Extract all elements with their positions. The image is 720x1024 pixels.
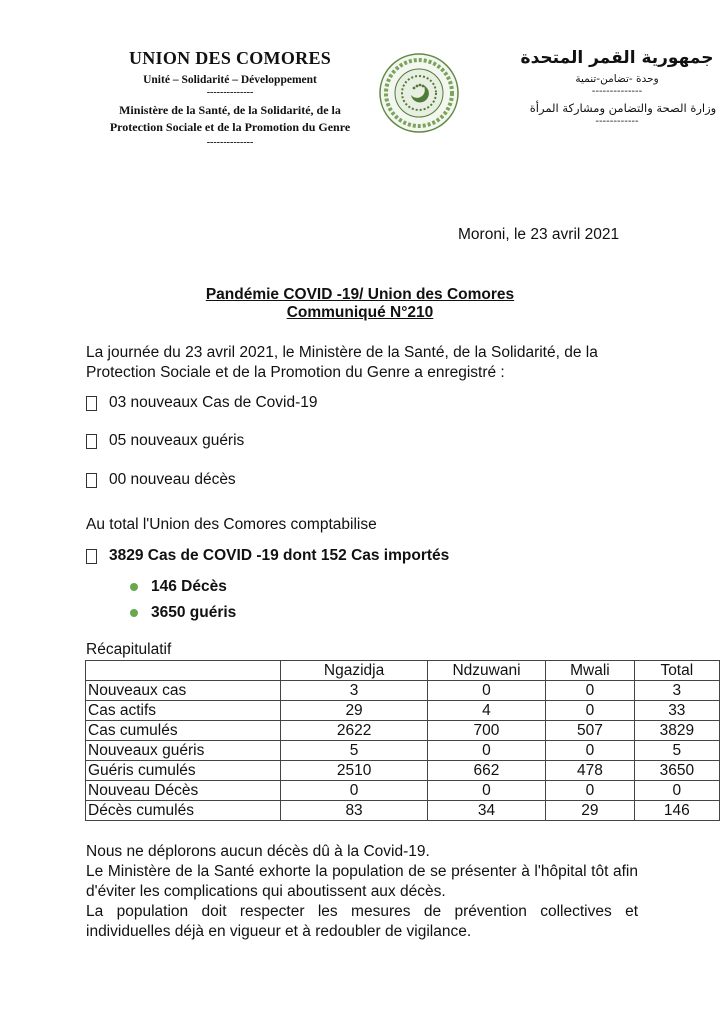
closing-line: La population doit respecter les mesures de prévention collectives et individuelles déjà en vigueur et à redoubler de vigilance. xyxy=(86,903,638,940)
country-name-ar: جمهورية القمر المتحدة xyxy=(520,48,714,68)
table-cell: 146 xyxy=(634,801,719,821)
motto-ar: وحدة -تضامن-تنمية xyxy=(575,73,659,85)
table-row xyxy=(86,801,720,821)
table-cell: 478 xyxy=(546,761,634,781)
table-header-cell: Ngazidja xyxy=(281,661,427,681)
daily-item-text: 05 nouveaux guéris xyxy=(109,432,245,449)
row-label: Cas actifs xyxy=(86,701,281,721)
table-cell: 0 xyxy=(427,681,545,701)
total-cases-item xyxy=(86,547,449,565)
table-cell: 33 xyxy=(634,701,719,721)
table-cell: 0 xyxy=(427,741,545,761)
daily-item xyxy=(86,471,236,489)
table-cell: 34 xyxy=(427,801,545,821)
table-cell: 0 xyxy=(281,781,427,801)
table-cell: 2510 xyxy=(281,761,427,781)
table-cell: 29 xyxy=(281,701,427,721)
table-cell: 507 xyxy=(546,721,634,741)
separator: -------------- xyxy=(206,137,254,148)
daily-item-text: 03 nouveaux Cas de Covid-19 xyxy=(109,394,318,411)
table-cell: 0 xyxy=(546,701,634,721)
table-cell: 3 xyxy=(281,681,427,701)
total-deaths-text: 146 Décès xyxy=(151,578,227,595)
table-header-row xyxy=(86,661,720,681)
row-label: Décès cumulés xyxy=(86,801,281,821)
table-cell: 29 xyxy=(546,801,634,821)
table-header-cell xyxy=(86,661,281,681)
table-row xyxy=(86,761,720,781)
separator: ------------ xyxy=(595,116,639,127)
document-date: Moroni, le 23 avril 2021 xyxy=(458,226,620,243)
table-cell: 5 xyxy=(281,741,427,761)
checkbox-icon xyxy=(86,473,97,488)
green-dot-bullet-icon xyxy=(130,583,138,591)
table-header-cell: Ndzuwani xyxy=(427,661,545,681)
table-cell: 4 xyxy=(427,701,545,721)
table-cell: 3 xyxy=(634,681,719,701)
total-intro: Au total l'Union des Comores comptabilise xyxy=(86,516,377,533)
table-cell: 3829 xyxy=(634,721,719,741)
separator: -------------- xyxy=(591,86,643,97)
header-left xyxy=(80,48,380,148)
table-row xyxy=(86,781,720,801)
row-label: Cas cumulés xyxy=(86,721,281,741)
national-seal-icon xyxy=(378,52,460,134)
document-title: Pandémie COVID -19/ Union des Comores xyxy=(205,286,515,303)
ministry-line-1: Ministère de la Santé, de la Solidarité, de la xyxy=(119,103,341,117)
closing-line: Le Ministère de la Santé exhorte la population de se présenter à l'hôpital tôt afin d'éviter les complications qui aboutissent aux décès. xyxy=(86,863,638,900)
daily-item xyxy=(86,432,244,450)
ministry-line-2: Protection Sociale et de la Promotion du Genre xyxy=(109,120,351,134)
total-recovered-text: 3650 guéris xyxy=(151,604,237,621)
table-header-cell: Mwali xyxy=(546,661,634,681)
intro-paragraph: La journée du 23 avril 2021, le Ministère de la Santé, de la Solidarité, de la Protection Sociale et de la Promotion du Genre a enregistré : xyxy=(86,344,598,381)
daily-item xyxy=(86,394,318,412)
table-row xyxy=(86,681,720,701)
table-cell: 3650 xyxy=(634,761,719,781)
row-label: Guéris cumulés xyxy=(86,761,281,781)
recap-table xyxy=(85,660,720,821)
row-label: Nouveaux cas xyxy=(86,681,281,701)
recap-label: Récapitulatif xyxy=(86,641,172,658)
table-cell: 83 xyxy=(281,801,427,821)
checkbox-icon xyxy=(86,549,97,564)
table-cell: 5 xyxy=(634,741,719,761)
ministry-ar: وزارة الصحة والتضامن ومشاركة المرأة xyxy=(529,101,717,115)
table-row xyxy=(86,701,720,721)
total-cases-text: 3829 Cas de COVID -19 dont 152 Cas importés xyxy=(109,547,450,564)
table-row xyxy=(86,721,720,741)
motto-fr: Unité – Solidarité – Développement xyxy=(143,74,317,86)
table-cell: 0 xyxy=(546,781,634,801)
checkbox-icon xyxy=(86,396,97,411)
table-cell: 700 xyxy=(427,721,545,741)
checkbox-icon xyxy=(86,434,97,449)
row-label: Nouveaux guéris xyxy=(86,741,281,761)
separator: -------------- xyxy=(206,87,254,98)
table-cell: 0 xyxy=(546,741,634,761)
table-cell: 0 xyxy=(634,781,719,801)
table-cell: 2622 xyxy=(281,721,427,741)
country-name-fr: UNION DES COMORES xyxy=(128,48,332,68)
header-right xyxy=(510,48,720,127)
daily-item-text: 00 nouveau décès xyxy=(109,471,236,488)
total-recovered-item xyxy=(130,604,236,622)
table-cell: 0 xyxy=(546,681,634,701)
row-label: Nouveau Décès xyxy=(86,781,281,801)
table-cell: 0 xyxy=(427,781,545,801)
communique-number: Communiqué N°210 xyxy=(286,304,434,321)
table-header-cell: Total xyxy=(634,661,719,681)
table-row xyxy=(86,741,720,761)
closing-line: Nous ne déplorons aucun décès dû à la Covid-19. xyxy=(86,843,430,860)
total-deaths-item xyxy=(130,578,227,596)
green-dot-bullet-icon xyxy=(130,609,138,617)
table-cell: 662 xyxy=(427,761,545,781)
closing-paragraphs xyxy=(86,842,638,942)
